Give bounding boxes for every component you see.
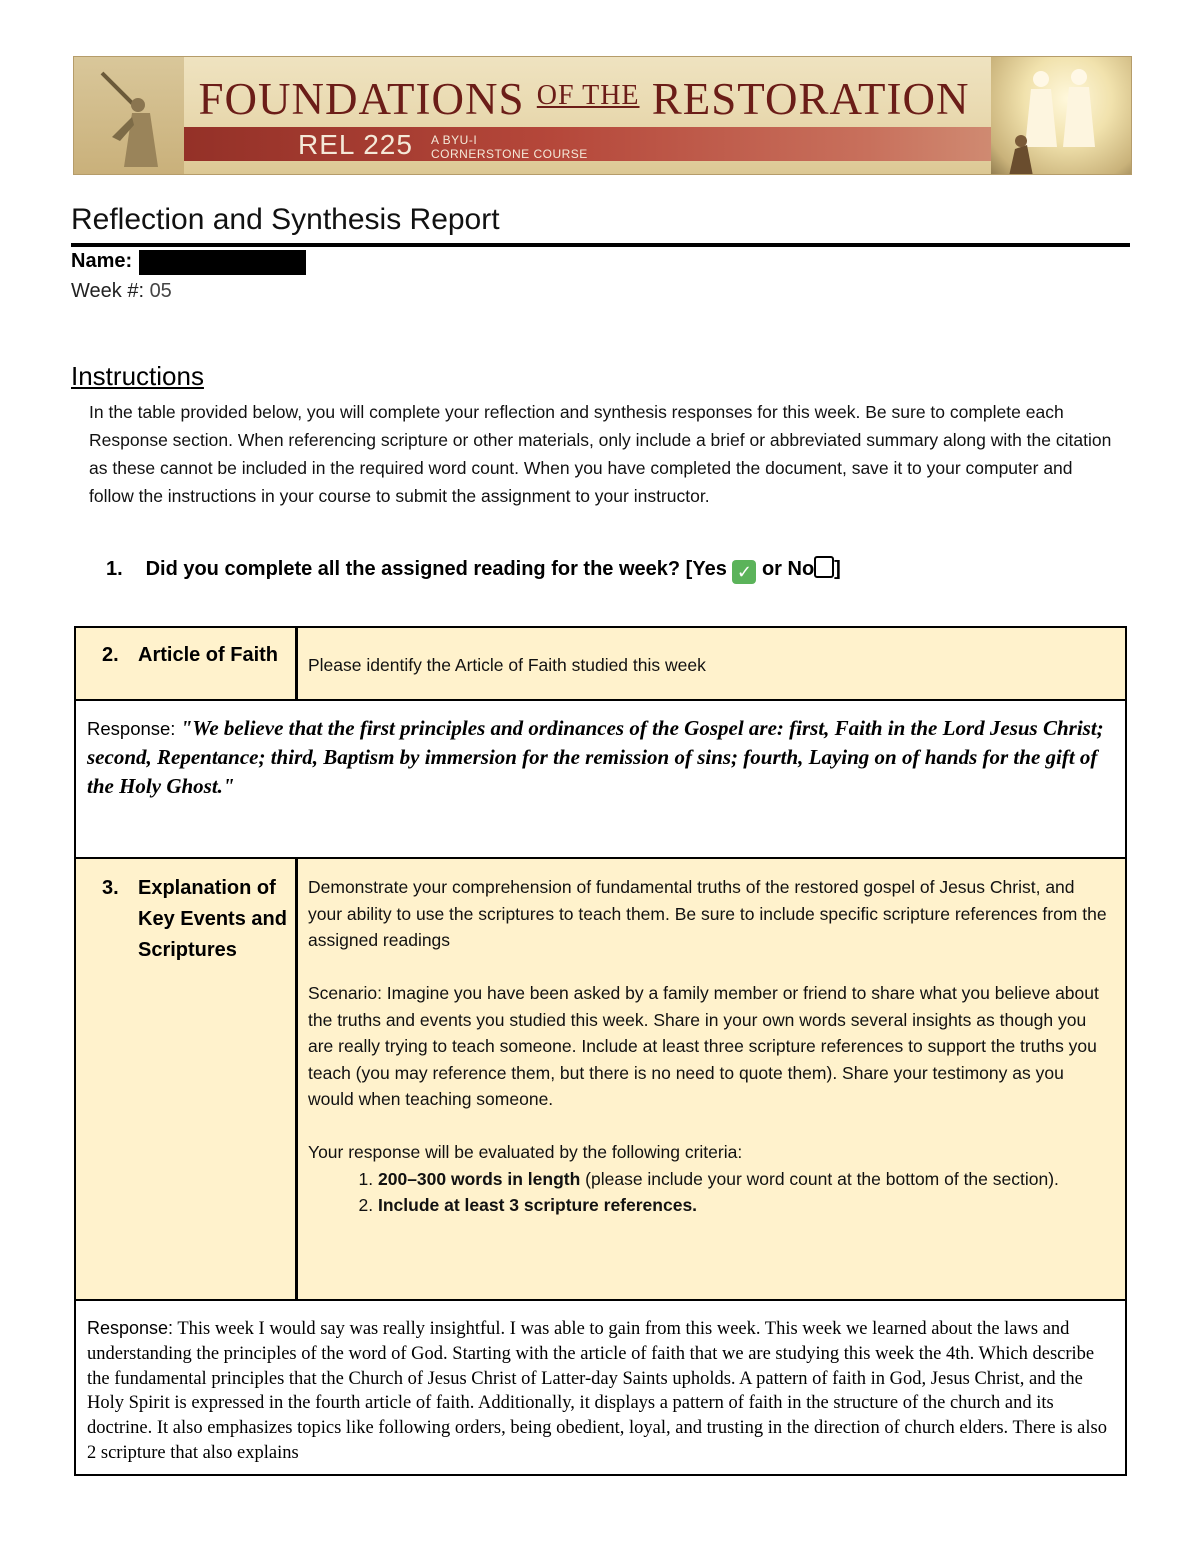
row-divider <box>76 699 1125 701</box>
page-title: Reflection and Synthesis Report <box>71 203 500 236</box>
scenario-text: Scenario: Imagine you have been asked by a family member or friend to share what you believe about the truths and events you studied this week. Share in your own words several insights as though you are really trying to teach someone. Include at least three scripture references to support the truths you teach (you may reference them, but there is no need to quote them). Share your testimony as you would when teaching someone. <box>308 983 1099 1109</box>
explanation-prompt <box>308 874 1108 1219</box>
explanation-response-text: This week I would say was really insightful. I was able to gain from this week. This week we learned about the laws and understanding the principles of the word of God. Starting with the article of faith that we are studying this week the 4th. Which describe the fundamental principles that the Church of Jesus Christ of Latter-day Saints upholds. A pattern of faith in God, Jesus Christ, and the Holy Spirit is expressed in the fourth article of faith. Additionally, it displays a pattern of faith in the structure of the church and its doctrine. It also emphasizes topics like following orders, being obedient, loyal, and trusting in the direction of church elders. There is also 2 scripture that also explains <box>87 1319 1107 1463</box>
column-divider <box>295 628 298 699</box>
instructions-heading: Instructions <box>71 361 204 391</box>
banner-title: FOUNDATIONS $^{OF THE}$ RESTORATION <box>198 74 970 124</box>
explanation-response[interactable] <box>87 1316 1117 1466</box>
course-subtitle: A BYU-I CORNERSTONE COURSE <box>431 133 588 161</box>
question-1-number: 1. <box>106 558 123 580</box>
question-1 <box>106 556 841 584</box>
response-label: Response: <box>87 718 176 739</box>
name-label: Name: <box>71 250 133 272</box>
first-vision-image <box>991 57 1131 175</box>
angel-moroni-icon <box>92 67 172 172</box>
article-of-faith-response-text: "We believe that the first principles and ordinances of the Gospel are: first, Faith in the Lord Jesus Christ; second, Repentance; third, Baptism by immersion for the remission of sins; fourth, Laying on of hands for the gift of the Holy Ghost." <box>87 716 1104 798</box>
article-of-faith-prompt: Please identify the Article of Faith studied this week <box>308 655 706 675</box>
question-1-bracket: ] <box>834 558 841 580</box>
week-label: Week #: <box>71 280 144 302</box>
article-of-faith-label: 2. Article of Faith <box>102 644 279 666</box>
banner-red-band <box>74 127 1132 161</box>
explanation-label: 3. Explanation of Key Events and Scriptures <box>102 877 287 961</box>
article-of-faith-response[interactable] <box>87 714 1112 801</box>
heavenly-figures-icon <box>991 57 1131 175</box>
reflection-table <box>74 626 1127 1476</box>
explanation-instructions: Demonstrate your comprehension of fundamental truths of the restored gospel of Jesus Christ, and your ability to use the scriptures to teach them. Be sure to include specific scripture references from the assigned readings <box>308 877 1107 950</box>
instructions-text: In the table provided below, you will complete your reflection and synthesis responses for this week. Be sure to complete each Response section. When referencing scripture or other materials, only include a brief or abbreviated summary along with the citation as these cannot be included in the required word count. When you have completed the document, save it to your computer and follow the instructions in your course to submit the assignment to your instructor. <box>89 402 1112 506</box>
course-banner <box>73 56 1132 175</box>
redacted-name <box>139 250 306 275</box>
column-divider <box>295 859 298 1299</box>
criteria-intro: Your response will be evaluated by the following criteria: <box>308 1142 743 1162</box>
criteria-item: 2. Include at least 3 scripture references. <box>378 1192 1108 1219</box>
week-field <box>71 280 172 303</box>
row-divider <box>76 1299 1125 1301</box>
response-label: Response: <box>87 1318 174 1338</box>
angel-moroni-image <box>74 57 184 175</box>
criteria-list <box>308 1166 1108 1219</box>
course-code: REL 225 <box>298 129 413 160</box>
week-value: 05 <box>149 280 172 302</box>
question-1-text: Did you complete all the assigned reading for the week? [Yes <box>145 558 727 580</box>
title-divider <box>71 243 1130 247</box>
criteria-item: 1. 200–300 words in length (please include your word count at the bottom of the section). <box>378 1166 1108 1193</box>
checked-box-icon[interactable]: ✓ <box>732 560 756 584</box>
question-1-or-no: or No <box>761 558 815 580</box>
unchecked-box-icon[interactable] <box>814 556 834 578</box>
